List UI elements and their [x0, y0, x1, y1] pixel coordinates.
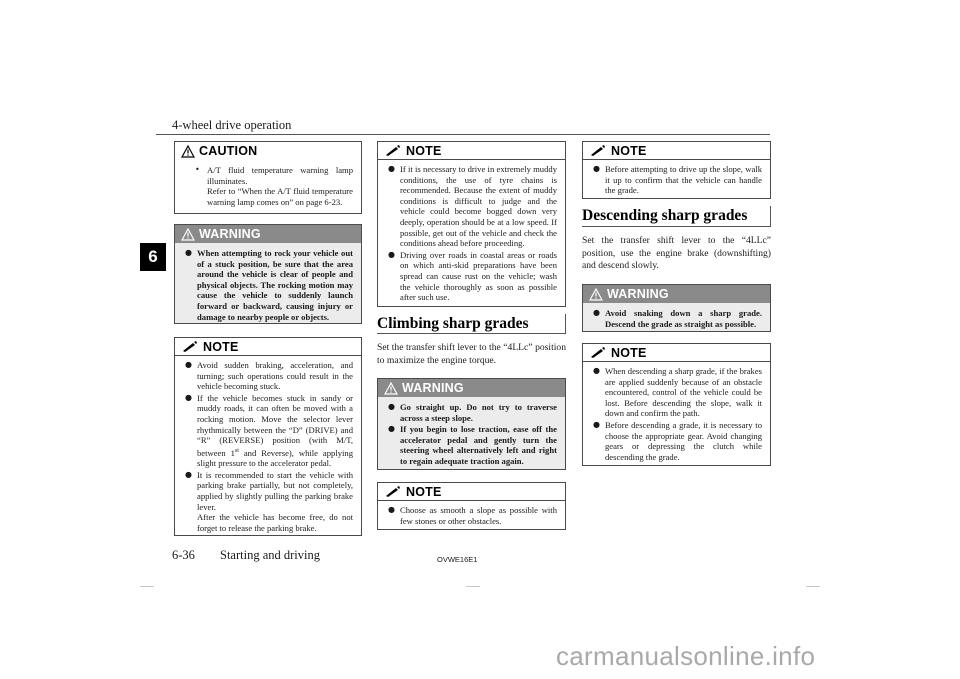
climbing-paragraph: Set the transfer shift lever to the “4LLc” position to maximize the engine torque. [377, 342, 566, 366]
footer-section-name: Starting and driving [220, 548, 320, 562]
warning-triangle-icon [589, 288, 603, 301]
page-header-title: 4-wheel drive operation [172, 118, 292, 132]
warning-label: WARNING [402, 381, 464, 395]
warning-box [174, 224, 362, 324]
note-item [388, 164, 557, 249]
warning-triangle-icon [384, 382, 398, 395]
note-header [583, 142, 770, 160]
note-box [377, 141, 566, 307]
bullet-icon: ● [593, 366, 600, 375]
section-title-climbing: Climbing sharp grades [377, 315, 529, 332]
bullet-icon: ● [388, 424, 395, 434]
note-header [175, 338, 361, 356]
note-label: NOTE [611, 143, 647, 158]
crop-mark [140, 586, 154, 587]
section-rule [377, 333, 566, 334]
note-box [582, 141, 771, 199]
note-item [185, 360, 353, 392]
bullet-icon: ● [185, 392, 192, 402]
note-label: NOTE [406, 143, 442, 158]
bullet-icon: ● [593, 308, 600, 317]
chapter-tab: 6 [140, 243, 166, 271]
note-item-text: Choose as smooth a slope as possible with few stones or other obstacles. [400, 505, 557, 526]
note-box [174, 337, 362, 536]
footer-doc-code: OVWE16E1 [437, 555, 478, 564]
caution-item [195, 165, 353, 207]
bullet-icon: ● [593, 419, 600, 429]
crop-mark [806, 586, 820, 587]
watermark[interactable]: carmanualsonline.info [556, 641, 816, 671]
note-item-text: Before attempting to drive up the slope, walk it up to confirm that the vehicle can handle the grade. [605, 164, 762, 196]
footer-page-number: 6-36 [172, 548, 195, 562]
note-item-text: It is recommended to start the vehicle with parking brake partially, but not completely, applied by slightly pulling the parking brake lever. [197, 469, 353, 512]
warning-item-text: Go straight up. Do not try to traverse across a steep slope. [400, 402, 557, 423]
note-item [593, 164, 762, 196]
caution-box [174, 141, 362, 214]
note-header [378, 483, 565, 501]
pencil-note-icon [384, 144, 402, 157]
caution-label: CAUTION [199, 144, 258, 158]
bullet-icon: ● [185, 469, 192, 479]
caution-item-text: A/T fluid temperature warning lamp illuminates. [207, 165, 353, 186]
note-item [185, 470, 353, 534]
note-item-text: Avoid sudden braking, acceleration, and turning; such operations could result in the vehicle becoming stuck. [197, 360, 353, 392]
bullet-icon: ● [185, 248, 192, 257]
note-item-text: After the vehicle has become free, do not forget to release the parking brake. [197, 512, 353, 533]
caution-header [175, 142, 361, 160]
warning-label: WARNING [199, 227, 261, 241]
note-item-text: Driving over roads in coastal areas or roads on which anti-skid preparations have been spread can cause rust on the vehicle; wash the vehicle thoroughly as soon as possible after such use. [400, 249, 557, 303]
bullet-icon: ● [185, 360, 192, 369]
bullet-icon: ● [388, 505, 395, 514]
note-item [388, 250, 557, 303]
section-rule [565, 314, 566, 334]
warning-header [583, 285, 770, 303]
warning-header [378, 379, 565, 397]
warning-triangle-icon [181, 228, 195, 241]
descending-paragraph: Set the transfer shift lever to the “4LLc” position, use the engine brake (downshifting) and descend slowly. [582, 235, 771, 272]
warning-header [175, 225, 361, 243]
note-item [185, 393, 353, 469]
note-item-text: If the vehicle becomes stuck in sandy or muddy roads, it can often be moved with a rocking motion. Move the selector lever rhythmically between the “D” (DRIVE) and “R” (REVERSE) position (with M/T, between 1 [197, 392, 353, 458]
section-rule [770, 206, 771, 227]
note-item [593, 420, 762, 462]
pencil-note-icon [181, 340, 199, 353]
note-item-text: and Reverse), while applying slight pressure to the accelerator pedal. [197, 447, 354, 469]
warning-triangle-icon [181, 145, 195, 158]
bullet-icon: ● [388, 402, 395, 411]
note-item [388, 505, 557, 526]
note-header [378, 142, 565, 160]
bullet-icon: ● [388, 249, 395, 259]
warning-box [582, 284, 771, 332]
section-title-descending: Descending sharp grades [582, 207, 748, 224]
note-label: NOTE [611, 345, 647, 360]
warning-item-text: If you begin to lose traction, ease off the accelerator pedal and gently turn the steering wheel alternatively left and right to regain adequate traction again. [400, 424, 557, 466]
warning-item [593, 308, 762, 329]
warning-item [388, 424, 557, 466]
note-item-text: If it is necessary to drive in extremely muddy conditions, the use of tyre chains is recommended. Because the extent of muddy conditions is difficult to judge and the vehicle could become bogged down very deeply, operation should be at a low speed. If possible, get out of the vehicle and check the conditions ahead before proceeding. [400, 164, 557, 249]
warning-item-text: When attempting to rock your vehicle out of a stuck position, be sure that the area around the vehicle is clear of people and physical objects. The rocking motion may cause the vehicle to suddenly launch forward or backward, causing injury or damage to nearby people or objects. [197, 248, 353, 322]
warning-label: WARNING [607, 287, 669, 301]
section-rule [582, 226, 771, 227]
warning-box [377, 378, 566, 470]
note-box [582, 343, 771, 466]
warning-item [185, 248, 353, 322]
note-label: NOTE [203, 339, 239, 354]
note-item [593, 366, 762, 419]
note-item-text: Before descending a grade, it is necessary to choose the appropriate gear. Avoid changing gears or depressing the clutch while descending the grade. [605, 419, 762, 462]
caution-item-reference: Refer to “When the A/T fluid temperature warning lamp comes on” on page 6-23. [207, 186, 353, 207]
warning-item-text: Avoid snaking down a sharp grade. Descend the grade as straight as possible. [605, 308, 762, 329]
pencil-note-icon [384, 485, 402, 498]
note-box [377, 482, 566, 530]
warning-item [388, 402, 557, 423]
pencil-note-icon [589, 144, 607, 157]
note-header [583, 344, 770, 362]
crop-mark [466, 586, 480, 587]
note-item-text: When descending a sharp grade, if the brakes are applied suddenly because of an obstacle encountered, control of the vehicle could be lost. Before descending the slope, walk it down and confirm the path. [605, 366, 762, 419]
bullet-icon: ● [593, 164, 600, 173]
pencil-note-icon [589, 346, 607, 359]
header-rule [156, 134, 770, 135]
note-label: NOTE [406, 484, 442, 499]
bullet-icon: ● [388, 164, 395, 173]
superscript: st [234, 447, 239, 454]
bullet-icon: • [195, 165, 200, 174]
